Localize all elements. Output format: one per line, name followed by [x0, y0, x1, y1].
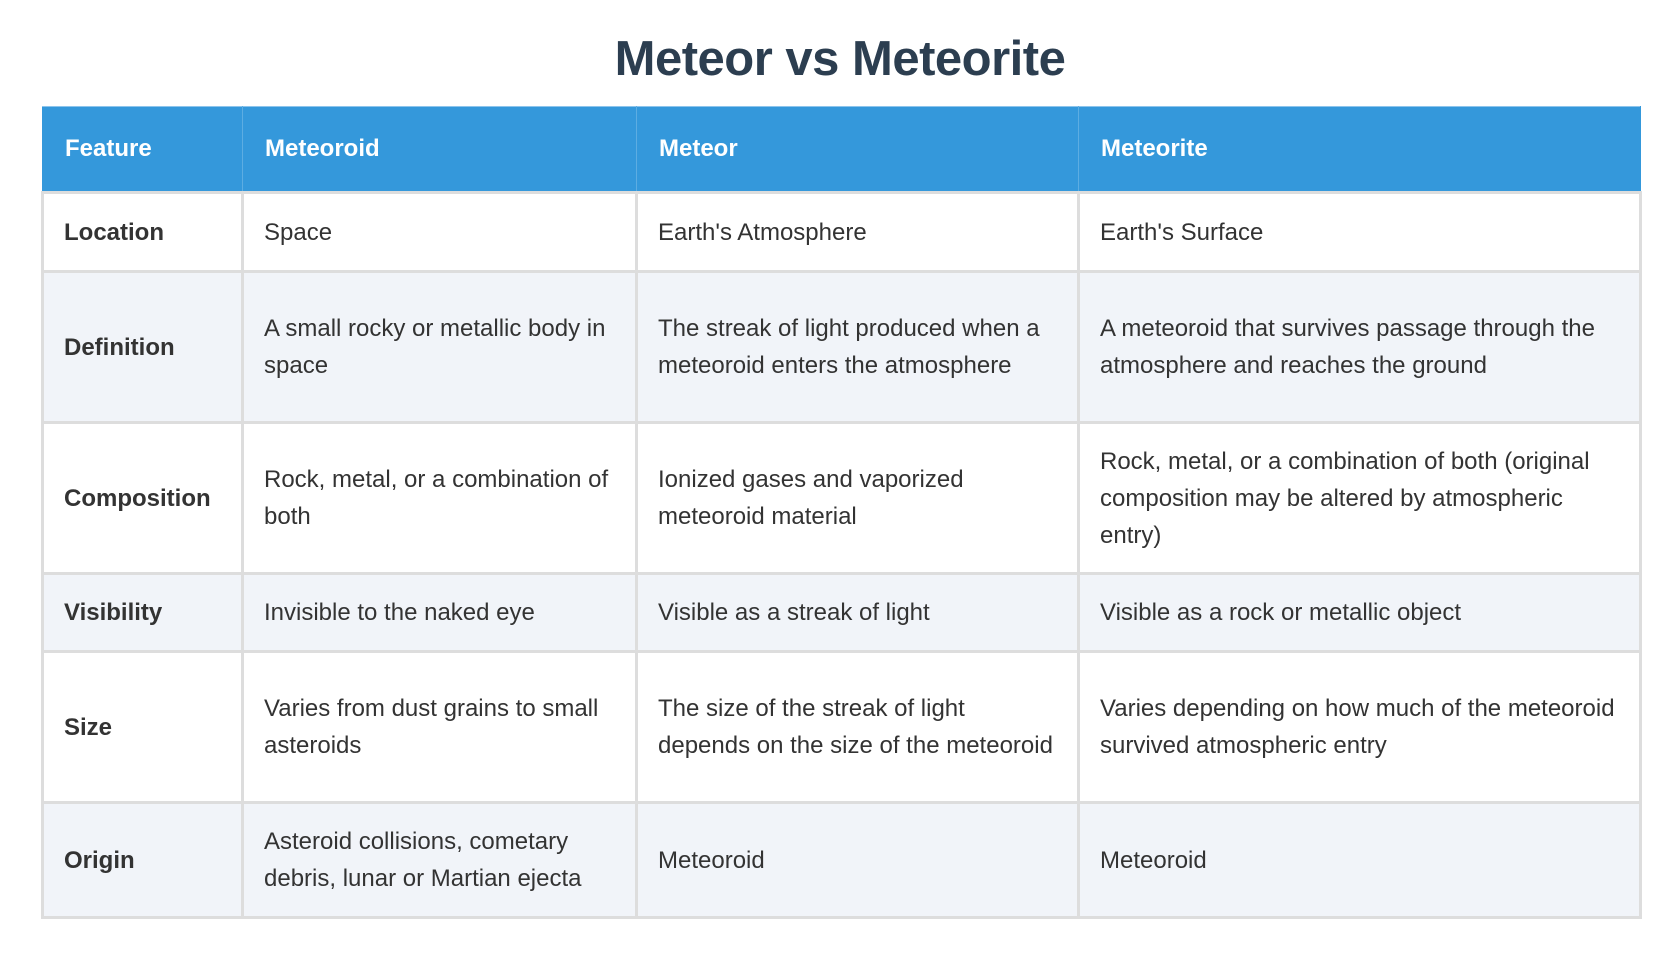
row-label: Definition: [43, 272, 243, 423]
table-row-location: [43, 193, 1641, 272]
row-label: Composition: [43, 423, 243, 574]
column-header-meteorite: Meteorite: [1079, 107, 1641, 193]
cell-meteoroid: Varies from dust grains to small asteroids: [243, 652, 637, 803]
cell-meteorite: Varies depending on how much of the meteoroid survived atmospheric entry: [1079, 652, 1641, 803]
cell-meteorite: Visible as a rock or metallic object: [1079, 574, 1641, 652]
row-label: Visibility: [43, 574, 243, 652]
cell-meteorite: Rock, metal, or a combination of both (original composition may be altered by atmospheric entry): [1079, 423, 1641, 574]
cell-meteor: Meteoroid: [637, 803, 1079, 918]
cell-meteoroid: Asteroid collisions, cometary debris, lunar or Martian ejecta: [243, 803, 637, 918]
comparison-table: [41, 106, 1642, 919]
cell-meteoroid: Space: [243, 193, 637, 272]
cell-meteor: Visible as a streak of light: [637, 574, 1079, 652]
row-label: Origin: [43, 803, 243, 918]
cell-meteoroid: A small rocky or metallic body in space: [243, 272, 637, 423]
cell-meteoroid: Invisible to the naked eye: [243, 574, 637, 652]
column-header-meteoroid: Meteoroid: [243, 107, 637, 193]
table-row-size: [43, 652, 1641, 803]
row-label: Size: [43, 652, 243, 803]
table-row-visibility: [43, 574, 1641, 652]
table-row-origin: [43, 803, 1641, 918]
cell-meteor: Earth's Atmosphere: [637, 193, 1079, 272]
column-header-feature: Feature: [43, 107, 243, 193]
table-row-composition: [43, 423, 1641, 574]
table-header-row: [43, 107, 1641, 193]
cell-meteor: The size of the streak of light depends on the size of the meteoroid: [637, 652, 1079, 803]
cell-meteoroid: Rock, metal, or a combination of both: [243, 423, 637, 574]
cell-meteor: The streak of light produced when a meteoroid enters the atmosphere: [637, 272, 1079, 423]
column-header-meteor: Meteor: [637, 107, 1079, 193]
cell-meteor: Ionized gases and vaporized meteoroid material: [637, 423, 1079, 574]
cell-meteorite: Meteoroid: [1079, 803, 1641, 918]
table-row-definition: [43, 272, 1641, 423]
row-label: Location: [43, 193, 243, 272]
cell-meteorite: A meteoroid that survives passage through the atmosphere and reaches the ground: [1079, 272, 1641, 423]
cell-meteorite: Earth's Surface: [1079, 193, 1641, 272]
page-title: Meteor vs Meteorite: [614, 32, 1066, 86]
